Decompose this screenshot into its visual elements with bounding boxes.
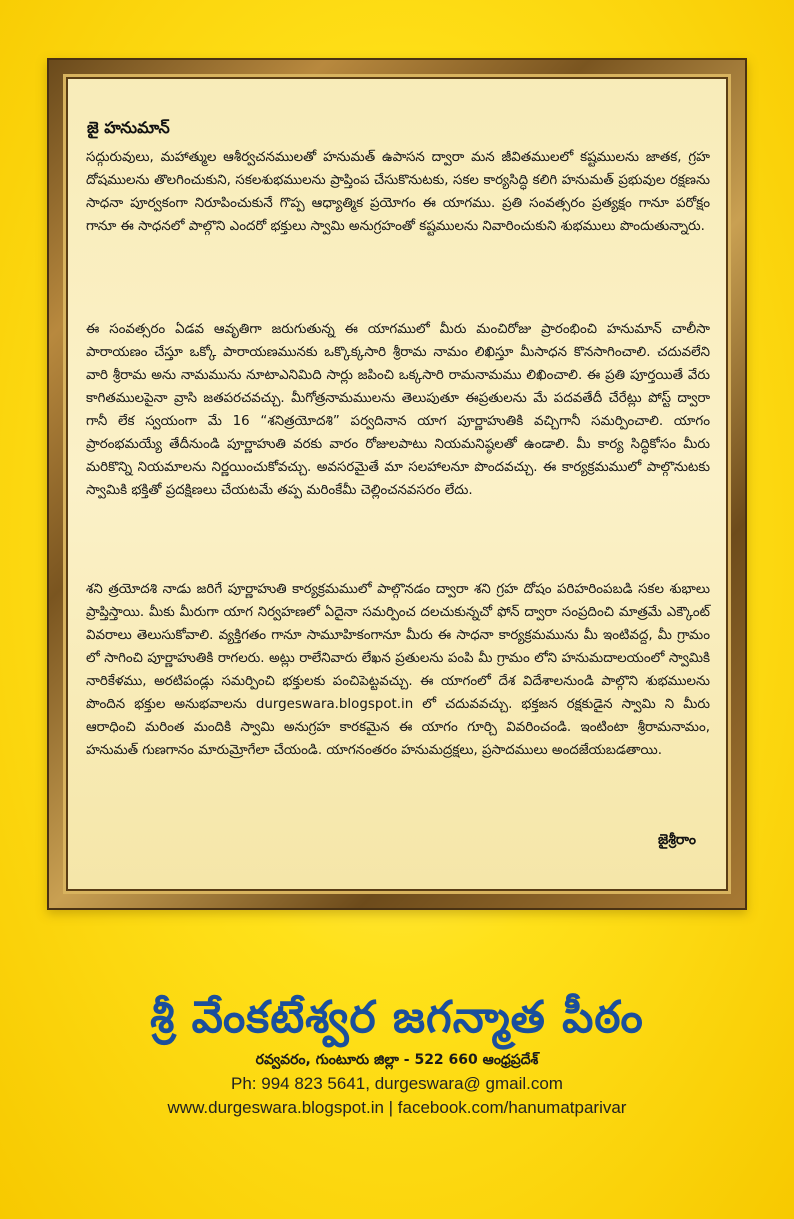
document-heading: జై హనుమాన్ bbox=[87, 118, 170, 137]
signature: జైశ్రీరాం bbox=[658, 832, 696, 848]
paragraph-2: ఈ సంవత్సరం ఏడవ ఆవృతిగా జరుగుతున్న ఈ యాగములో మీరు మంచిరోజు ప్రారంభించి హనుమాన్ చాలీసా పారాయణం చేస్తూ ఒక్కో పారాయణమునకు ఒక్కొక్కసారి శ్రీరామ నామం లిఖిస్తూ మీసాధన కొనసాగించాలి. చదువలేని వారి శ్రీరామ అను నామమును నూటాఎనిమిది సార్లు జపించి ఒక్కసారి రామనామము లిఖించాలి. ఈ ప్రతి పూర్తయితే వేరు కాగితములపైనా వ్రాసి జతపరచవచ్చు. మీగోత్రనామములను తెలుపుతూ ఈప్రతులను మే పదవతేదీ చేరేట్లు పోస్ట్ ద్వారా గానీ లేక స్వయంగా మే 16 “శనిత్రయోదశి” పర్వదినాన యాగ పూర్ణాహుతికి వచ్చిగానీ సమర్పించాలి. యాగం ప్రారంభమయ్యే తేదీనుండి పూర్ణాహుతి వరకు వారం రోజులపాటు నియమనిష్ఠలతో ఉండాలి. మీ కార్య సిద్ధికోసం మీరు మరికొన్ని నియమాలను నిర్ణయించుకోవచ్చు. అవసరమైతే మా సలహాలనూ పొందవచ్చు. ఈ కార్యక్రమములో పాల్గొనుటకు స్వామికి భక్తితో ప్రదక్షిణలు చేయటమే తప్ప మరింకేమీ చెల్లించనవసరం లేదు. bbox=[86, 322, 710, 498]
organization-name: శ్రీ వేంకటేశ్వర జగన్మాత పీఠం bbox=[150, 992, 644, 1043]
web-links: www.durgeswara.blogspot.in | facebook.com/hanumatparivar bbox=[167, 1098, 627, 1117]
contact-info: Ph: 994 823 5641, durgeswara@ gmail.com bbox=[231, 1074, 563, 1093]
paragraph-1: సద్గురువులు, మహాత్ముల ఆశీర్వచనములతో హనుమత్ ఉపాసన ద్వారా మన జీవితములలో కష్టములను జాతక, గ్రహ దోషములను తొలగించుకుని, సకలశుభములను ప్రాప్తింప చేసుకొనుటకు, సకల కార్యసిద్ధి కలిగి హనుమత్ ప్రభువుల రక్షణను సాధనా పూర్వకంగా నిరూపించుకునే గొప్ప ఆధ్యాత్మిక ప్రయోగం ఈ యాగము. ప్రతి సంవత్సరం ప్రత్యక్షం గానూ పరోక్షం గానూ ఈ సాధనలో పాల్గొని ఎందరో భక్తులు స్వామి అనుగ్రహంతో కష్టములను నివారించుకుని శుభములు పొందుతున్నారు. bbox=[86, 150, 710, 234]
address: రవ్వవరం, గుంటూరు జిల్లా - 522 660 ఆంధ్రప్రదేశ్ bbox=[255, 1052, 539, 1068]
paragraph-3: శని త్రయోదశి నాడు జరిగే పూర్ణాహుతి కార్యక్రమములో పాల్గొనడం ద్వారా శని గ్రహ దోషం పరిహరింపబడి సకల శుభాలు ప్రాప్తిస్తాయి. మీకు మీరుగా యాగ నిర్వహణలో ఏదైనా సమర్పించ దలచుకున్నచో ఫోన్ ద్వారా సంప్రదించి మాత్రమే ఎక్కౌంట్ వివరాలు తెలుసుకోవాలి. వ్యక్తిగతం గానూ సామూహికంగానూ మీరు ఈ సాధనా కార్యక్రమమును మీ ఇంటివద్ద, మీ గ్రామం లో సాగించి పూర్ణాహుతికి రాగలరు. అట్లు రాలేనివారు లేఖన ప్రతులను పంపి మీ గ్రామం లోని హనుమదాలయంలో స్వామికి నారికేళము, అరటిపండ్లు సమర్పించి భక్తులకు పంచిపెట్టవచ్చు. ఈ యాగంలో దేశ విదేశాలనుండి పాల్గొని శుభములను పొందిన భక్తుల అనుభవాలను durgeswara.blogspot.in లో చదువవచ్చు. భక్తజన రక్షకుడైన స్వామి ని మీరు ఆరాధించి మరింత మందికి స్వామి అనుగ్రహ కారకమైన ఈ యాగం గూర్చి వివరించండి. ఇంటింటా శ్రీరామనామం, హనుమత్ గుణగానం మారుమ్రోగేలా చేయండి. యాగనంతరం హనుమద్రక్షలు, ప్రసాదములు అందజేయబడతాయి. bbox=[86, 582, 710, 758]
